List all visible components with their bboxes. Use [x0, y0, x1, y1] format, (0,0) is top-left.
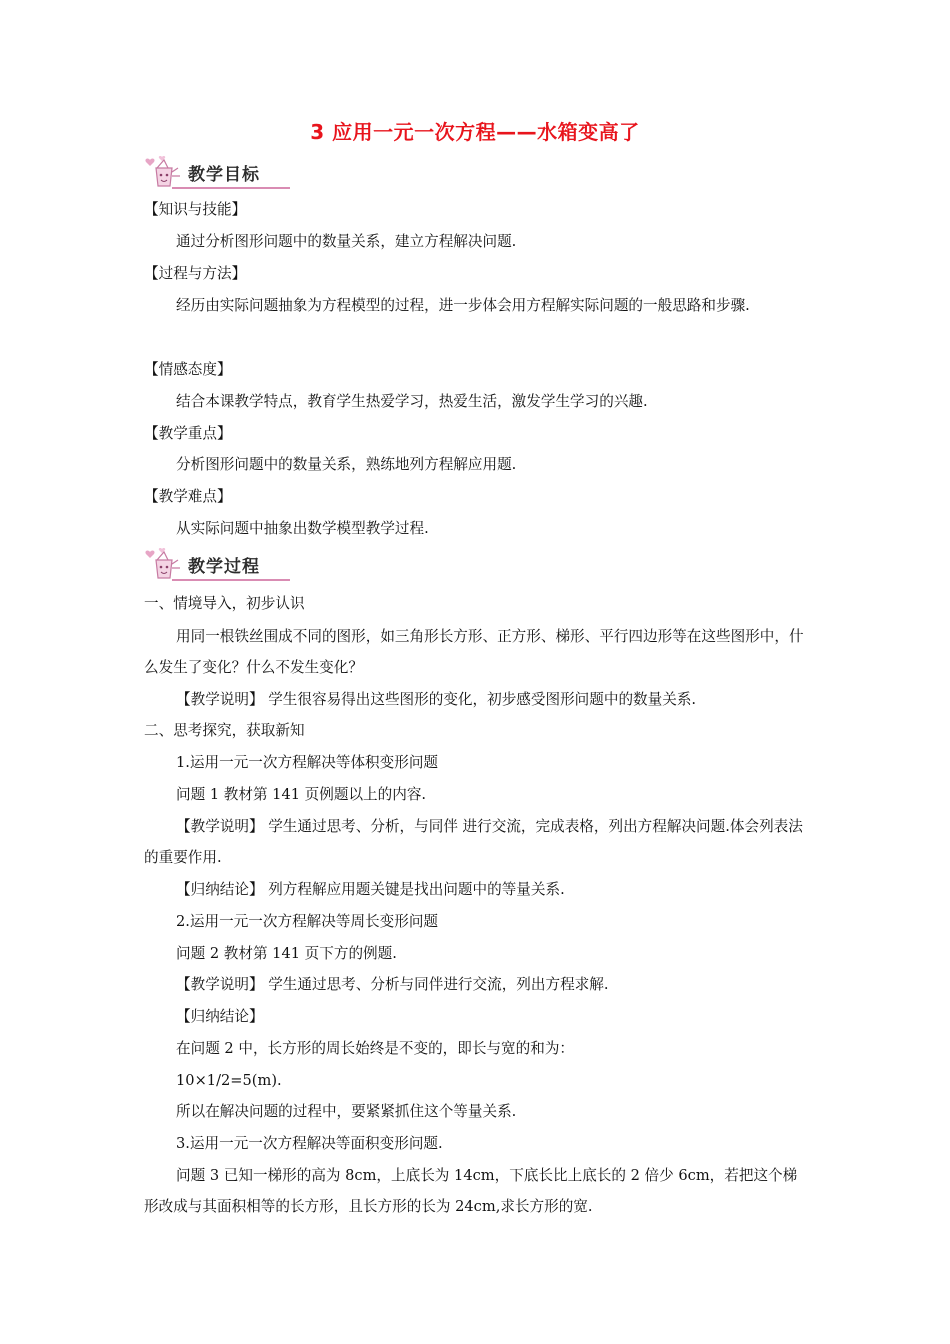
difficulty-label: 【教学难点】	[144, 488, 232, 505]
section-header-process-label: 教学过程	[188, 557, 260, 577]
emotion-label: 【情感态度】	[144, 361, 232, 378]
method-label: 【过程与方法】	[144, 265, 247, 282]
item1-conclusion: 【归纳结论】 列方程解应用题关键是找出问题中的等量关系.	[176, 881, 565, 898]
document-title: 3 应用一元一次方程——水箱变高了	[310, 120, 640, 144]
section-header-goals-label: 教学目标	[188, 165, 260, 185]
part1-heading: 一、情境导入，初步认识	[144, 595, 305, 612]
section-header-process	[142, 548, 292, 586]
section-header-underline	[172, 187, 290, 189]
item3-title: 3.运用一元一次方程解决等面积变形问题.	[176, 1135, 443, 1152]
item2-text1: 在问题 2 中，长方形的周长始终是不变的，即长与宽的和为：	[176, 1040, 575, 1057]
item1-note: 【教学说明】 学生通过思考、分析，与同伴 进行交流，完成表格，列出方程解决问题.体会列表法的重要作用.	[144, 818, 803, 866]
part1-text: 用同一根铁丝围成不同的图形，如三角形长方形、正方形、梯形、平行四边形等在这些图形中，什么发生了变化？什么不发生变化？	[144, 628, 804, 676]
emotion-text: 结合本课教学特点，教育学生热爱学习，热爱生活，激发学生学习的兴趣.	[176, 393, 648, 410]
item1-problem: 问题 1 教材第 141 页例题以上的内容.	[176, 786, 427, 803]
header-decoration-icon	[142, 156, 190, 190]
item2-title: 2.运用一元一次方程解决等周长变形问题	[176, 913, 439, 930]
item2-formula: 10×1/2=5(m).	[176, 1072, 282, 1089]
item1-title: 1.运用一元一次方程解决等体积变形问题	[176, 754, 439, 771]
part1-note: 【教学说明】 学生很容易得出这些图形的变化，初步感受图形问题中的数量关系.	[176, 691, 697, 708]
item2-conclusion-label: 【归纳结论】	[176, 1008, 264, 1025]
header-decoration-icon	[142, 548, 190, 582]
key-point-label: 【教学重点】	[144, 425, 232, 442]
knowledge-label: 【知识与技能】	[144, 201, 247, 218]
difficulty-text: 从实际问题中抽象出数学模型教学过程.	[176, 520, 429, 537]
section-header-underline	[172, 579, 290, 581]
key-point-text: 分析图形问题中的数量关系，熟练地列方程解应用题.	[176, 456, 517, 473]
knowledge-text: 通过分析图形问题中的数量关系，建立方程解决问题.	[176, 233, 517, 250]
item3-problem: 问题 3 已知一梯形的高为 8cm，上底长为 14cm，下底长比上底长的 2 倍少 6cm，若把这个梯形改成与其面积相等的长方形，且长方形的长为 24cm,求长方形的宽.	[144, 1167, 798, 1215]
item2-note: 【教学说明】 学生通过思考、分析与同伴进行交流，列出方程求解.	[176, 976, 609, 993]
section-header-goals	[142, 156, 292, 194]
part2-heading: 二、思考探究，获取新知	[144, 722, 305, 739]
item2-problem: 问题 2 教材第 141 页下方的例题.	[176, 945, 397, 962]
method-text: 经历由实际问题抽象为方程模型的过程，进一步体会用方程解实际问题的一般思路和步骤.	[176, 297, 750, 314]
item2-text2: 所以在解决问题的过程中，要紧紧抓住这个等量关系.	[176, 1103, 517, 1120]
